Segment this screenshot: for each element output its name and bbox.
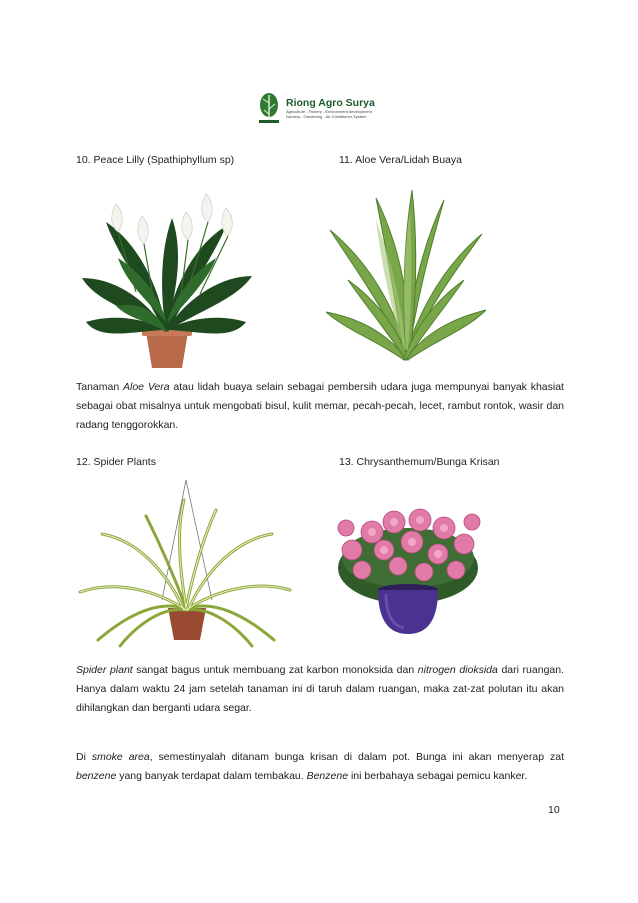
paragraph-krisan-text-2: , semestinyalah ditanam bunga krisan di dalam pot. Bunga ini akan menyerap zat <box>149 751 564 763</box>
caption-chrysanthemum: 13. Chrysanthemum/Bunga Krisan <box>339 456 500 468</box>
paragraph-aloe-vera <box>76 378 564 435</box>
paragraph-krisan-term-3: Benzene <box>306 770 349 782</box>
paragraph-aloe-text-2: atau lidah buaya selain sebagai pembersih udara juga mempunyai banyak khasiat sebagai obat misalnya untuk mengobati bisul, kulit memar, pecah-pecah, lecet, rambut rontok, wasir dan radang tenggorokkan. <box>76 381 564 431</box>
paragraph-krisan-text-3: yang banyak terdapat dalam tembakau. <box>116 770 307 782</box>
spider-plant-image <box>76 480 294 650</box>
paragraph-spider-plant <box>76 661 564 718</box>
caption-peace-lily: 10. Peace Lilly (Spathiphyllum sp) <box>76 154 235 166</box>
paragraph-spider-term-2: nitrogen dioksida <box>417 664 498 676</box>
paragraph-spider-text-1: sangat bagus untuk membuang zat karbon monoksida dan <box>132 664 418 676</box>
paragraph-krisan-term-2: benzene <box>76 770 117 782</box>
paragraph-krisan-text-1: Di <box>76 751 92 763</box>
company-logo <box>256 87 384 129</box>
paragraph-spider-term: Spider plant <box>76 664 133 676</box>
logo-tagline-2: Nursery - Gardening - Air Conditioner System <box>286 113 367 119</box>
aloe-vera-image <box>326 190 486 362</box>
chrysanthemum-image <box>332 498 484 638</box>
leaf-logo-icon <box>256 91 282 125</box>
paragraph-aloe-term: Aloe Vera <box>123 381 170 393</box>
peace-lily-image <box>76 182 256 370</box>
paragraph-chrysanthemum <box>76 748 564 786</box>
paragraph-spider-text-2: dari ruangan. Hanya dalam waktu 24 jam setelah tanaman ini di taruh dalam ruangan, maka zat-zat polutan itu akan dihilangkan dan berganti udara segar. <box>76 664 565 714</box>
caption-spider-plants: 12. Spider Plants <box>76 456 156 468</box>
logo-tagline-1: Agriculture - Fishery - Environment development <box>286 108 372 114</box>
paragraph-aloe-text-1: Tanaman <box>76 381 123 393</box>
page-number: 10 <box>548 804 560 816</box>
paragraph-krisan-text-4: ini berbahaya sebagai pemicu kanker. <box>348 770 528 782</box>
logo-name: Riong Agro Surya <box>286 96 375 109</box>
caption-aloe-vera: 11. Aloe Vera/Lidah Buaya <box>339 154 462 166</box>
paragraph-krisan-term-1: smoke area <box>91 751 150 763</box>
